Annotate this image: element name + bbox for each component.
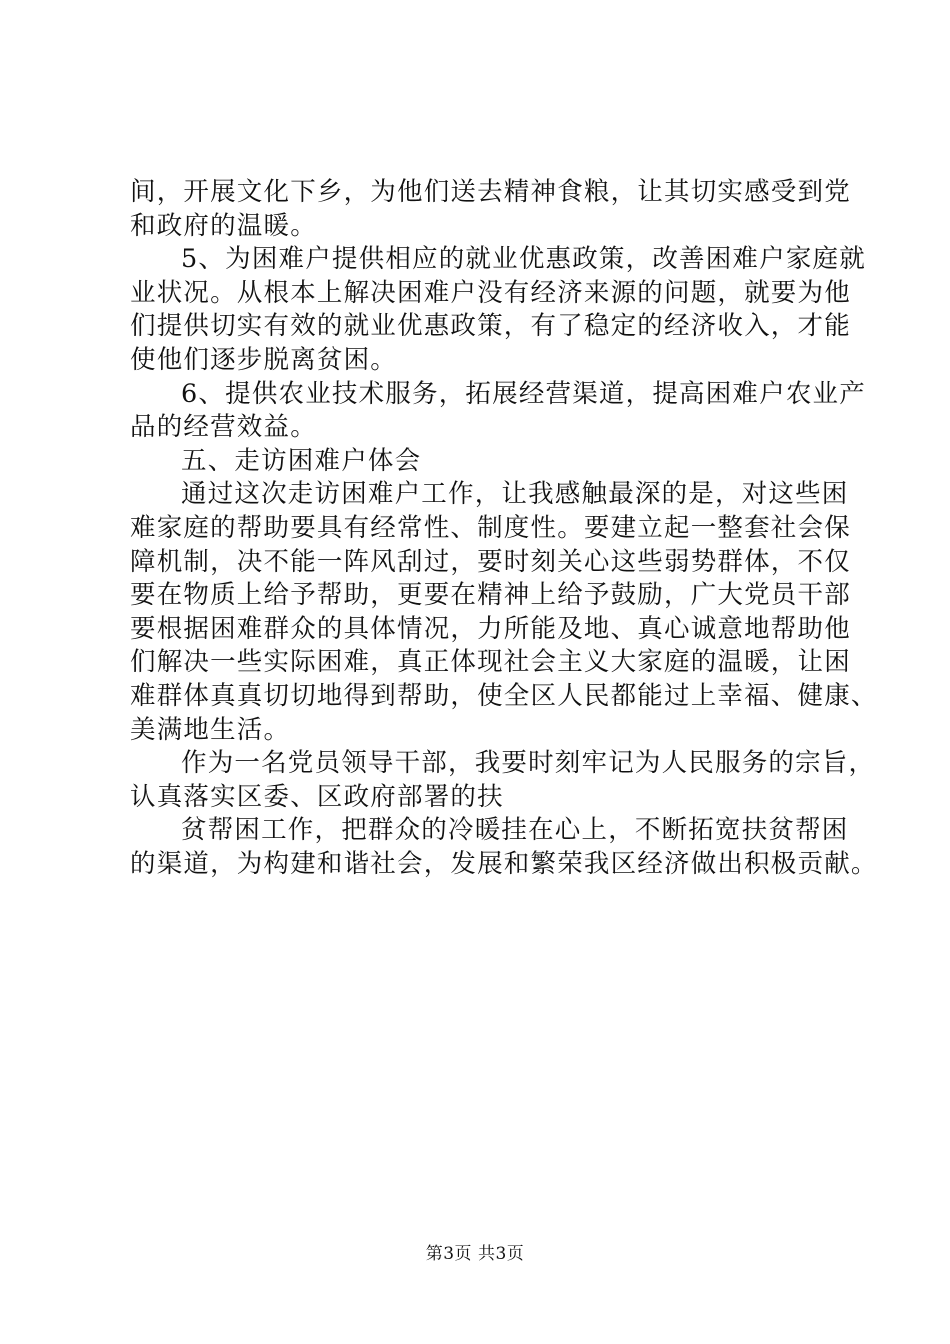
text-line: 美满地生活。 [130,714,291,745]
text-line: 障机制，决不能一阵风刮过，要时刻关心这些弱势群体，不仅 [130,546,851,577]
text-line: 和政府的温暖。 [130,210,317,241]
text-line: 作为一名党员领导干部，我要时刻牢记为人民服务的宗旨， [181,748,876,779]
text-line: 难群体真真切切地得到帮助，使全区人民都能过上幸福、健康、 [130,680,878,711]
text-line: 间，开展文化下乡，为他们送去精神食粮，让其切实感受到党 [130,177,851,207]
text-line: 要根据困难群众的具体情况，力所能及地、真心诚意地帮助他 [130,613,851,644]
text-line: 的渠道，为构建和谐社会，发展和繁荣我区经济做出积极贡献。 [130,848,878,879]
section-heading: 五、走访困难户体会 [181,445,422,476]
page-number-footer: 第3页 共3页 [425,1244,525,1264]
text-line: 认真落实区委、区政府部署的扶 [130,781,504,812]
text-line: 贫帮困工作，把群众的冷暖挂在心上，不断拓宽扶贫帮困 [181,815,849,846]
text-line: 业状况。从根本上解决困难户没有经济来源的问题，就要为他 [130,277,851,308]
text-line: 5、为困难户提供相应的就业优惠政策，改善困难户家庭就 [181,244,866,275]
text-line: 6、提供农业技术服务，拓展经营渠道，提高困难户农业产 [181,378,866,409]
document-body [130,176,878,881]
text-line: 品的经营效益。 [130,412,317,443]
text-line: 们提供切实有效的就业优惠政策，有了稳定的经济收入，才能 [130,311,851,342]
text-line: 要在物质上给予帮助，更要在精神上给予鼓励，广大党员干部 [130,580,851,611]
text-line: 们解决一些实际困难，真正体现社会主义大家庭的温暖，让困 [130,647,851,678]
text-line: 使他们逐步脱离贫困。 [130,344,398,375]
text-line: 通过这次走访困难户工作，让我感触最深的是，对这些困 [181,479,849,510]
text-line: 难家庭的帮助要具有经常性、制度性。要建立起一整套社会保 [130,512,851,543]
